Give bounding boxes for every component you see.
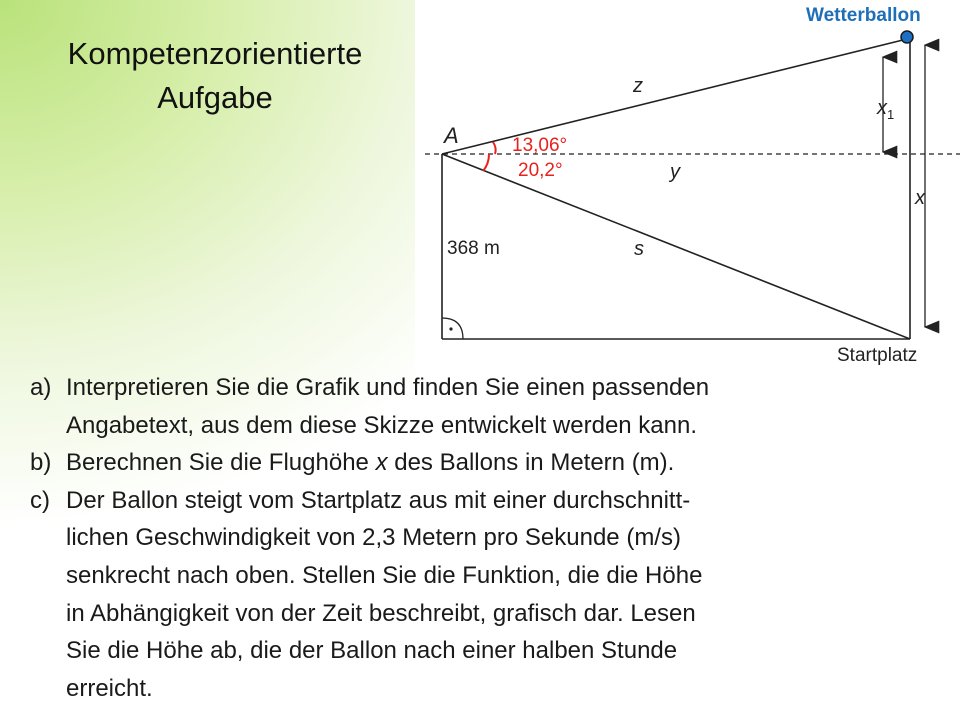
- task-b-var: x: [375, 449, 388, 477]
- task-c: [30, 482, 940, 708]
- angle-large-label: 20,2°: [518, 160, 563, 181]
- task-c-line-3: senkrecht nach oben. Stellen Sie die Funktion, die die Höhe: [66, 561, 703, 589]
- task-a-text: [66, 369, 940, 444]
- task-c-line-4: in Abhängigkeit von der Zeit beschreibt, grafisch dar. Lesen: [66, 599, 696, 627]
- task-b-pre: Berechnen Sie die Flughöhe: [66, 449, 376, 477]
- start-label: Startplatz: [837, 345, 918, 366]
- z-label: z: [633, 75, 643, 97]
- task-c-label: c): [30, 486, 50, 514]
- task-a-line-1: Interpretieren Sie die Grafik und finden Sie einen passenden: [66, 374, 710, 401]
- sketch-svg: [415, 0, 960, 372]
- task-list: [30, 369, 940, 707]
- task-b: [30, 444, 940, 482]
- task-c-line-2: lichen Geschwindigkeit von 2,3 Metern pro Sekunde (m/s): [66, 524, 681, 552]
- slide-title: [30, 32, 400, 120]
- x1-subscript: 1: [887, 107, 895, 122]
- task-b-post: des Ballons in Metern (m).: [387, 449, 675, 477]
- point-a-label: A: [444, 123, 459, 148]
- y-label: y: [670, 161, 680, 183]
- balloon-label: Wetterballon: [806, 5, 921, 26]
- title-line-2: Aufgabe: [157, 80, 273, 115]
- height-label: 368 m: [447, 238, 500, 259]
- x1-label: [876, 97, 894, 122]
- angle-arc-small: [493, 142, 496, 154]
- s-label: s: [634, 238, 644, 260]
- angle-arc-large: [483, 154, 489, 171]
- right-angle-dot: [449, 327, 452, 330]
- task-b-text: [66, 444, 940, 482]
- task-c-line-5: Sie die Höhe ab, die der Ballon nach einer halben Stunde: [66, 637, 678, 665]
- balloon-icon: [901, 31, 913, 43]
- title-line-1: Kompetenzorientierte: [67, 36, 363, 71]
- task-b-line: [66, 444, 940, 482]
- angle-small-label: 13,06°: [512, 135, 568, 156]
- task-a-label: a): [30, 374, 52, 401]
- balloon-sketch: [415, 0, 960, 372]
- task-b-label: b): [30, 449, 52, 477]
- task-a-line-2: Angabetext, aus dem diese Skizze entwickelt werden kann.: [66, 411, 698, 439]
- task-a: [30, 369, 940, 444]
- x-label: x: [915, 187, 925, 209]
- task-c-line-1: Der Ballon steigt vom Startplatz aus mit einer durchschnitt-: [66, 486, 691, 514]
- task-c-line-6: erreicht.: [66, 674, 153, 702]
- x1-base: x: [877, 97, 887, 119]
- task-c-text: [66, 482, 940, 708]
